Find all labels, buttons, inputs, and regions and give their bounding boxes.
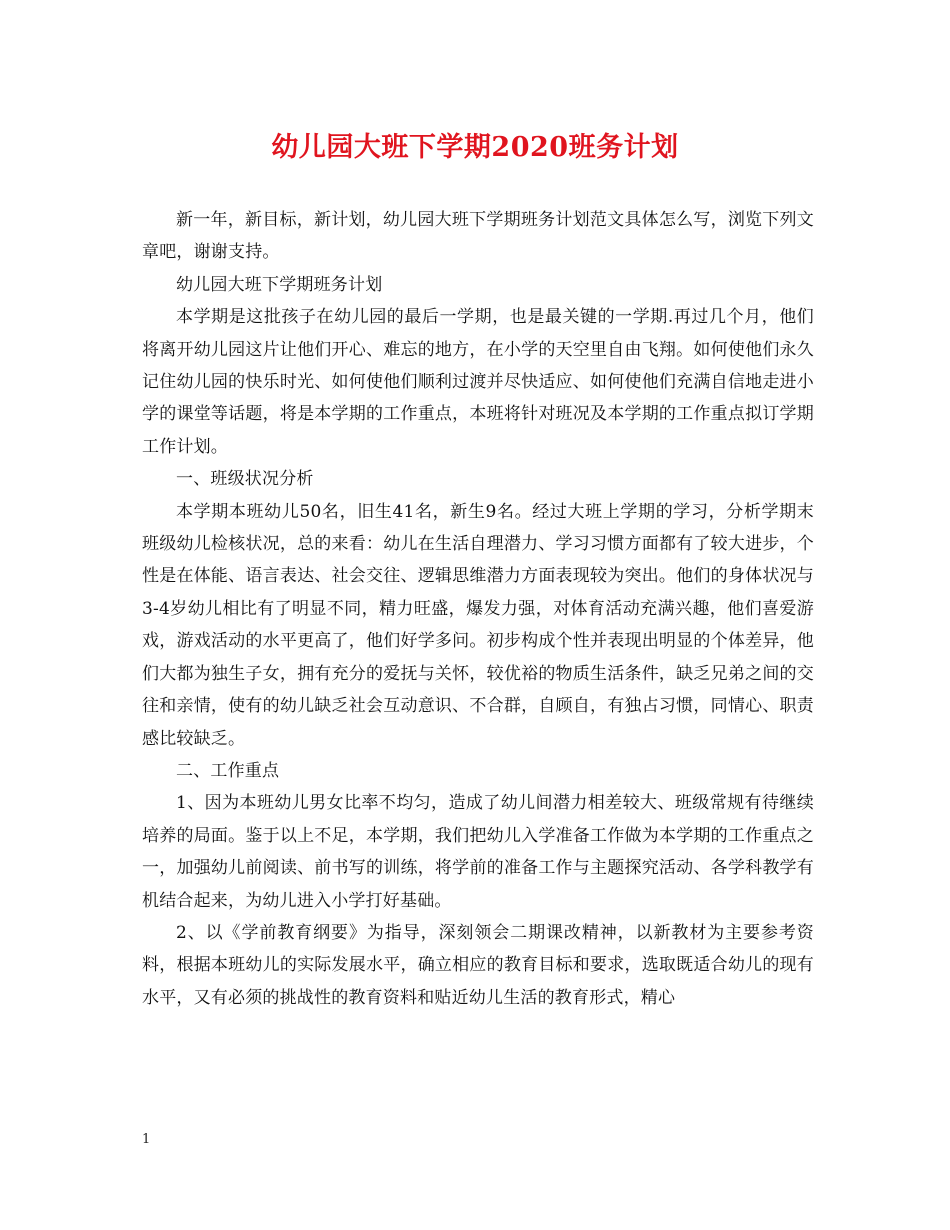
paragraph-class-analysis: 本学期本班幼儿50名，旧生41名，新生9名。经过大班上学期的学习，分析学期末班级幼儿检核状况，总的来看：幼儿在生活自理潜力、学习习惯方面都有了较大进步，个性是在体能、语言表达、社会交往、逻辑思维潜力方面表现较为突出。他们的身体状况与3-4岁幼儿相比有了明显不同，精力旺盛，爆发力强，对体育活动充满兴趣，他们喜爱游戏，游戏活动的水平更高了，他们好学多问。初步构成个性并表现出明显的个体差异，他们大都为独生子女，拥有充分的爱抚与关怀，较优裕的物质生活条件，缺乏兄弟之间的交往和亲情，使有的幼儿缺乏社会互动意识、不合群，自顾自，有独占习惯，同情心、职责感比较缺乏。 <box>142 501 814 749</box>
document-title: 幼儿园大班下学期2020班务计划 <box>271 132 679 163</box>
paragraph-intro: 新一年，新目标，新计划，幼儿园大班下学期班务计划范文具体怎么写，浏览下列文章吧，谢谢支持。 <box>142 210 814 263</box>
paragraph-overview: 本学期是这批孩子在幼儿园的最后一学期，也是最关键的一学期.再过几个月，他们将离开幼儿园这片让他们开心、难忘的地方，在小学的天空里自由飞翔。如何使他们永久记住幼儿园的快乐时光、如何使他们顺利过渡并尽快适应、如何使他们充满自信地走进小学的课堂等话题，将是本学期的工作重点，本班将针对班况及本学期的工作重点拟订学期工作计划。 <box>142 307 814 457</box>
paragraph-work-focus-1: 1、因为本班幼儿男女比率不均匀，造成了幼儿间潜力相差较大、班级常规有待继续培养的局面。鉴于以上不足，本学期，我们把幼儿入学准备工作做为本学期的工作重点之一，加强幼儿前阅读、前书写的训练，将学前的准备工作与主题探究活动、各学科教学有机结合起来，为幼儿进入小学打好基础。 <box>142 793 814 911</box>
paragraph-subtitle: 幼儿园大班下学期班务计划 <box>176 274 383 295</box>
section-heading-work-focus: 二、工作重点 <box>176 760 280 781</box>
section-heading-class-analysis: 一、班级状况分析 <box>176 469 314 490</box>
page-number: 1 <box>142 1132 151 1147</box>
paragraph-work-focus-2: 2、以《学前教育纲要》为指导，深刻领会二期课改精神，以新教材为主要参考资料，根据本班幼儿的实际发展水平，确立相应的教育目标和要求，选取既适合幼儿的现有水平，又有必须的挑战性的教育资料和贴近幼儿生活的教育形式，精心 <box>142 922 814 1008</box>
document-body <box>142 204 814 1014</box>
